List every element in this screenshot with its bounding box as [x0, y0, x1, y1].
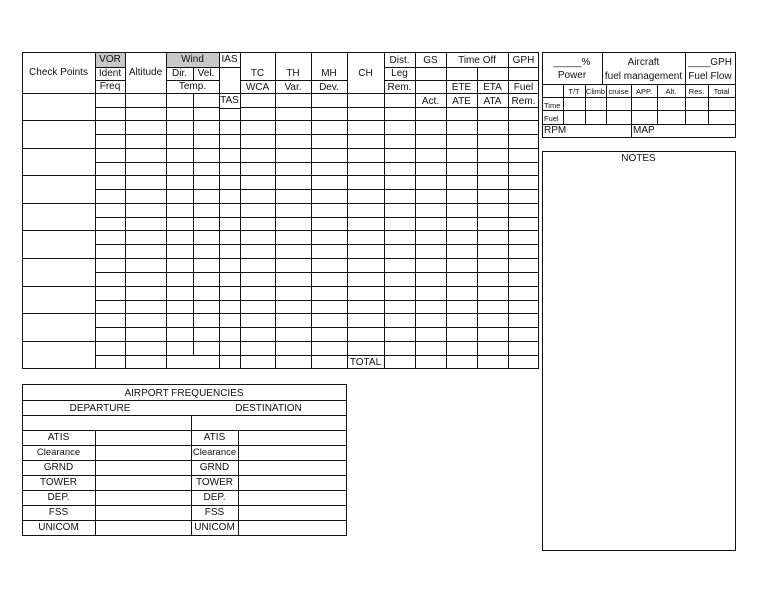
fuel-header: Fuel — [513, 82, 534, 93]
tt-header: T/T — [568, 87, 580, 96]
rpm-label: RPM — [544, 125, 567, 136]
vel-header: Vel. — [197, 68, 215, 79]
dep-clearance-label: Clearance — [36, 447, 81, 458]
check-points-header: Check Points — [29, 67, 88, 78]
cruise-header: cruise — [608, 87, 629, 96]
dep-unicom-label: UNICOM — [38, 522, 79, 533]
ata-header: ATA — [483, 96, 502, 107]
tc-header: TC — [250, 68, 265, 79]
rem-header: Rem. — [387, 82, 412, 93]
dest-tower-label: TOWER — [195, 477, 234, 488]
aircraft-label: Aircraft — [627, 57, 660, 68]
total-label: TOTAL — [349, 357, 382, 368]
gs-header: GS — [423, 55, 438, 66]
dep-atis-label: ATIS — [47, 432, 70, 443]
th-header: TH — [286, 68, 300, 79]
dest-clearance-label: Clearance — [192, 447, 237, 458]
mh-header: MH — [321, 68, 337, 79]
dist-header: Dist. — [389, 55, 410, 66]
notes-title: NOTES — [621, 153, 656, 164]
dev-header: Dev. — [319, 82, 339, 93]
power-percent-blank: _____% — [553, 57, 591, 68]
dest-atis-label: ATIS — [203, 432, 226, 443]
fuel-row-label: Fuel — [544, 114, 559, 123]
fuel-rem-header: Rem. — [511, 96, 536, 107]
vor-header: VOR — [99, 54, 121, 65]
ch-header: CH — [358, 68, 373, 79]
dep-tower-label: TOWER — [39, 477, 78, 488]
res-header: Res. — [688, 87, 705, 96]
gph-header: GPH — [512, 55, 535, 66]
fuel-flow-label: Fuel Flow — [688, 71, 732, 82]
dest-unicom-label: UNICOM — [194, 522, 235, 533]
destination-header: DESTINATION — [235, 403, 302, 414]
dest-grnd-label: GRND — [199, 462, 230, 473]
leg-header: Leg — [391, 68, 408, 79]
alt-header: Alt. — [665, 87, 677, 96]
map-label: MAP — [633, 125, 655, 136]
app-header: APP. — [635, 87, 653, 96]
eta-header: ETA — [483, 82, 502, 93]
dir-header: Dir. — [172, 68, 187, 79]
time-off-header: Time Off — [458, 55, 496, 66]
freq-header: Freq — [99, 81, 121, 92]
fuel-management-label: fuel management — [604, 71, 683, 82]
altitude-header: Altitude — [128, 67, 163, 78]
ident-header: Ident — [98, 68, 122, 79]
power-label: Power — [557, 70, 587, 81]
ias-header: IAS — [221, 54, 238, 65]
frequencies-title: AIRPORT FREQUENCIES — [124, 388, 244, 399]
dep-grnd-label: GRND — [43, 462, 74, 473]
wca-header: WCA — [245, 82, 270, 93]
dest-dep-label: DEP. — [203, 492, 226, 503]
temp-header: Temp. — [178, 81, 207, 92]
ate-header: ATE — [452, 96, 471, 107]
dest-fss-label: FSS — [204, 507, 225, 518]
tas-header: TAS — [220, 95, 239, 106]
time-row-label: Time — [544, 101, 561, 110]
dep-dep-label: DEP. — [47, 492, 70, 503]
ete-header: ETE — [451, 82, 472, 93]
total-header: Total — [713, 87, 730, 96]
dep-fss-label: FSS — [48, 507, 69, 518]
climb-header: Climb — [585, 87, 606, 96]
gph-blank: ____GPH — [688, 57, 732, 68]
departure-header: DEPARTURE — [69, 403, 131, 414]
wind-header: Wind — [181, 54, 204, 65]
act-header: Act. — [421, 96, 440, 107]
var-header: Var. — [284, 82, 302, 93]
